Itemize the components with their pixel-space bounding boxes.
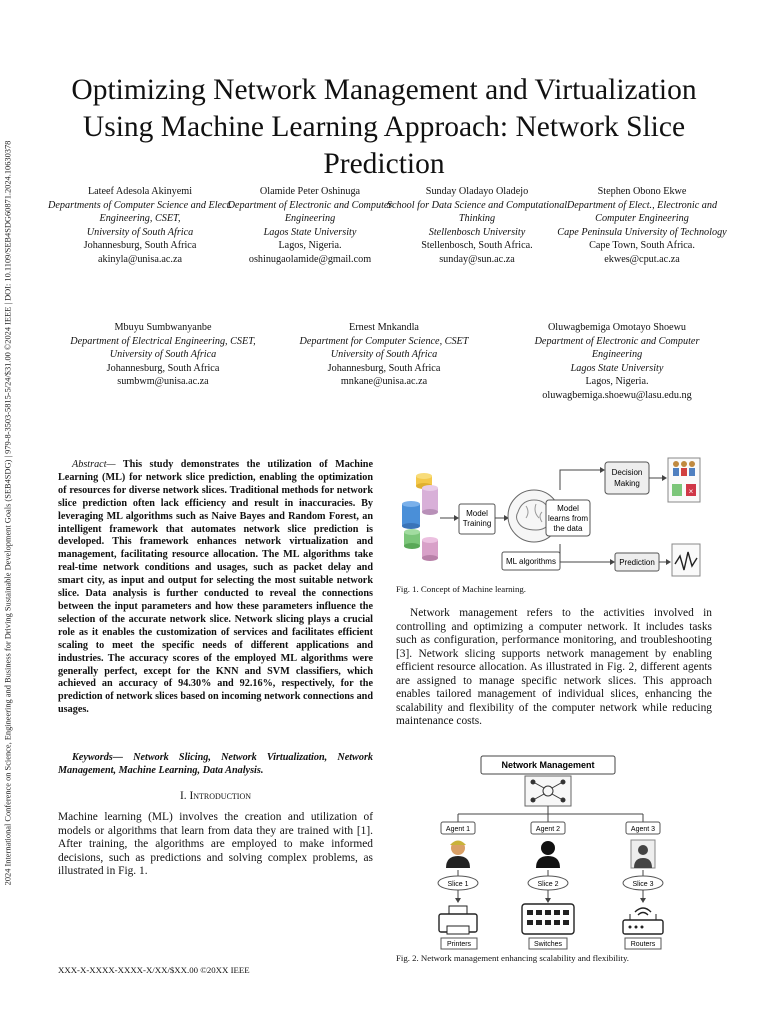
author-email: oshinugaolamide@gmail.com <box>248 253 372 265</box>
author-name: Olamide Peter Oshinuga <box>259 186 361 197</box>
author-org: University of South Africa <box>330 349 438 361</box>
author-dept: Department of Electronic and Computer Engineering <box>227 199 393 225</box>
decision-making-label-1: Decision <box>611 468 643 477</box>
model-learns-label-2: learns from <box>547 514 589 523</box>
author-org: Lagos State University <box>570 362 664 374</box>
model-learns-label-1: Model <box>557 504 579 513</box>
network-management-paragraph: Network management refers to the activities involved in controlling and optimizing a computer network. It includes tasks such as configuration, performance monitoring, and troubleshooting [3]. Network slicing supports network management by enabling efficient resource allocation. As illustrated in Fig. 2, different agents are assigned to manage specific network slices. This approach enables tailored management of individual slices, enhancing the scalability and flexibility of the computer network while reducing maintenance costs. <box>396 607 712 727</box>
figure-1-caption: Fig. 1. Concept of Machine learning. <box>396 584 526 594</box>
author-dept: Department of Electrical Engineering, CSET, <box>70 335 256 347</box>
author-email: oluwagbemiga.shoewu@lasu.edu.ng <box>542 389 692 401</box>
printers-label: Printers <box>446 941 472 948</box>
author-email: sumbwm@unisa.ac.za <box>117 376 209 388</box>
author-name: Mbuyu Sumbwanyanbe <box>114 322 212 333</box>
agent-2-label: Agent 2 <box>535 826 561 833</box>
author-location: Lagos, Nigeria. <box>278 240 342 252</box>
author-block-7 <box>516 321 718 403</box>
author-dept: Department for Computer Science, CSET <box>299 335 469 347</box>
network-hub-icon <box>525 776 571 806</box>
slice-2-label: Slice 2 <box>537 881 559 888</box>
agent-3-person-icon <box>631 840 655 868</box>
agent-3-label: Agent 3 <box>630 826 656 833</box>
prediction-label: Prediction <box>619 558 655 567</box>
author-org: Lagos State University <box>263 226 357 238</box>
author-email: akinyla@unisa.ac.za <box>97 253 183 265</box>
author-location: Stellenbosch, South Africa. <box>421 240 533 252</box>
author-org: University of South Africa <box>86 226 194 238</box>
author-name: Sunday Oladayo Oladejo <box>425 186 529 197</box>
author-email: ekwes@cput.ac.za <box>604 253 680 265</box>
decision-making-label-2: Making <box>614 479 640 488</box>
chart-icon <box>672 544 700 576</box>
author-name: Lateef Adesola Akinyemi <box>87 186 193 197</box>
model-learns-label-3: the data <box>553 524 583 533</box>
side-note <box>1 50 15 975</box>
paper-title: Optimizing Network Management and Virtualization Using Machine Learning Approach: Network Slice Prediction <box>71 74 697 180</box>
router-icon <box>623 908 663 934</box>
agent-1-person-icon <box>446 841 470 869</box>
figure-2-caption: Fig. 2. Network management enhancing scalability and flexibility. <box>396 953 629 963</box>
author-block-6 <box>278 321 490 389</box>
model-training-label-2: Training <box>462 519 492 528</box>
printer-icon <box>439 906 477 934</box>
author-dept: Departments of Computer Science and Elect. Engineering, CSET, <box>48 199 232 225</box>
author-name: Stephen Obono Ekwe <box>597 186 687 197</box>
keywords <box>58 751 373 777</box>
author-org: Stellenbosch University <box>428 226 526 238</box>
people-decision-icon <box>668 458 700 502</box>
slice-1-label: Slice 1 <box>447 881 469 888</box>
footer-copyright: XXX-X-XXXX-XXXX-X/XX/$XX.00 ©20XX IEEE <box>58 965 250 975</box>
author-org: University of South Africa <box>109 349 217 361</box>
decision-making-box <box>605 462 649 494</box>
network-management-label: Network Management <box>501 760 595 770</box>
model-training-label-1: Model <box>466 509 488 518</box>
author-email: sunday@sun.ac.za <box>439 253 515 265</box>
keywords-text: Network Slicing, Network Virtualization, Network Management, Machine Learning, Data Analysis. <box>58 752 374 776</box>
intro-paragraph: Machine learning (ML) involves the creation and utilization of models or algorithms that learn from data they are trained with [1]. After training, the algorithms are employed to make informed decisions, such as predictions and solving complex problems, as illustrated in Fig. 1. <box>58 811 373 877</box>
author-location: Cape Town, South Africa. <box>589 240 695 252</box>
section-heading-introduction: I. Introduction <box>179 790 252 802</box>
svg-text:×: × <box>688 487 694 496</box>
keywords-label: Keywords— <box>72 752 123 763</box>
author-name: Ernest Mnkandla <box>349 322 419 333</box>
switches-label: Switches <box>533 941 563 948</box>
author-location: Lagos, Nigeria. <box>585 376 649 388</box>
author-location: Johannesburg, South Africa <box>83 240 197 252</box>
side-note-text: 2024 International Conference on Science, Engineering and Business for Driving Sustainable Development Goals (SEB4SDG) | 979-8-3503-5815-5/24/$31.00 ©2024 IEEE | DOI: 10.1109/SEB4SDG60871.2024.10630378 <box>3 140 13 885</box>
author-dept: Department of Elect., Electronic and Computer Engineering <box>566 199 718 225</box>
author-email: mnkane@unisa.ac.za <box>340 376 428 388</box>
author-location: Johannesburg, South Africa <box>327 362 441 374</box>
author-location: Johannesburg, South Africa <box>106 362 220 374</box>
switch-icon <box>522 904 574 934</box>
abstract-label: Abstract— <box>72 459 116 470</box>
author-name: Oluwagbemiga Omotayo Shoewu <box>547 322 687 333</box>
author-block-5 <box>58 321 268 389</box>
abstract <box>58 459 373 717</box>
author-dept: Department of Electronic and Computer Engineering <box>534 335 700 361</box>
author-block-3 <box>385 185 569 267</box>
author-block-4 <box>550 185 734 267</box>
author-block-1 <box>48 185 232 267</box>
figure-1-diagram <box>396 452 708 580</box>
agent-2-person-icon <box>536 841 560 868</box>
ml-algorithms-label: ML algorithms <box>506 557 556 566</box>
abstract-text: This study demonstrates the utilization of Machine Learning (ML) for network slice prediction, enabling the optimization of resources for diverse network slices. Traditional methods for network slice prediction often lack efficiency and result in inaccuracies. By leveraging ML algorithms such as Naive Bayes and Random Forest, an intelligent framework that automates network slice prediction is developed. This framework enhances network virtualization and management, facilitating resource allocation. The ML algorithms take real-time network conditions and usages, such as packet delay and smart city, as input and output for selecting the most suitable network slice. Data analysis is further conducted to reveal the connections between the input parameters and how these parameters influence the selection of the accurate network slice. Network slicing plays a crucial role as it enables the customization of services and facilitates efficient scaling to meet the specific needs of different applications and industries. The accuracy scores of the employed ML algorithms were generally perfect, except for the KNN and SVM classifiers, which achieved an accuracy of 94.30% and 92.16%, respectively, for the prediction of network slices based on incoming network connections and usages. <box>58 459 373 716</box>
author-dept: School for Data Science and Computational Thinking <box>386 199 568 225</box>
agent-1-label: Agent 1 <box>445 826 471 833</box>
database-icon <box>402 473 438 561</box>
author-org: Cape Peninsula University of Technology <box>557 226 727 238</box>
author-block-2 <box>218 185 402 267</box>
figure-2-diagram <box>425 752 685 952</box>
slice-3-label: Slice 3 <box>632 881 654 888</box>
routers-label: Routers <box>630 941 656 948</box>
